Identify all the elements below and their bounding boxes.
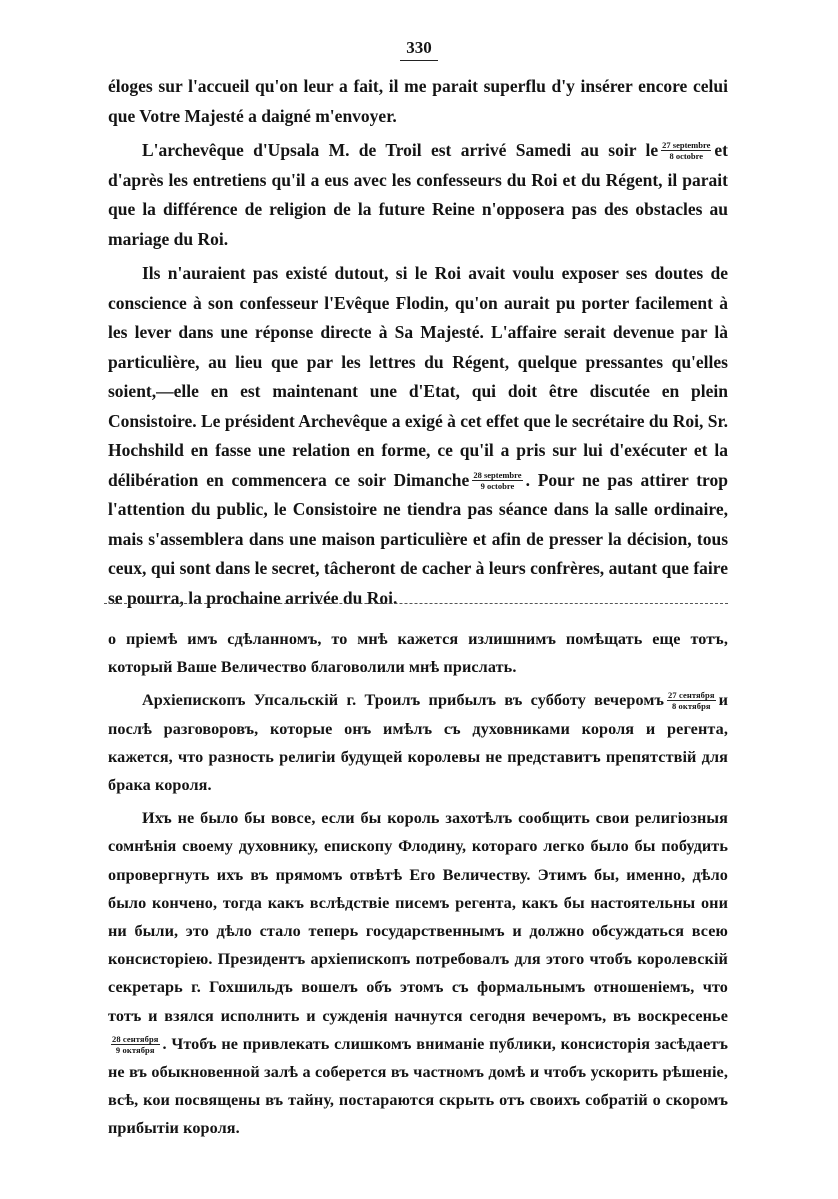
french-paragraph-1: éloges sur l'accueil qu'on leur a fait, il me parait superflu d'y insérer encore celui que Votre Majesté a daigné m'envoyer. [108,76,728,126]
french-paragraph-3 [108,259,728,613]
russian-text-block [108,625,728,1143]
russian-p2-text-after: и послѣ разговоровъ, которые онъ имѣлъ съ духовниками короля и регента, кажется, что разность религіи будущей королевы не представитъ препятствій для брака короля. [108,691,728,795]
russian-paragraph-1: о пріемѣ имъ сдѣланномъ, то мнѣ кажется излишнимъ помѣщать еще тотъ, который Ваше Величество благоволили мнѣ прислать. [108,630,728,677]
date-fraction [667,690,716,711]
section-divider [104,603,728,604]
date-fraction-old-style: 28 сентября [112,1033,159,1044]
date-fraction-old-style: 27 septembre [662,140,711,151]
date-fraction-new-style: 9 октября [115,1044,155,1055]
date-fraction [111,1034,160,1055]
date-fraction-old-style: 28 septembre [473,469,522,480]
french-p3-text-before: Ils n'auraient pas existé dutout, si le Roi avait voulu exposer ses doutes de conscience à son confesseur l'Evêque Flodin, qu'on aurait pu porter facilement à les lever dans une réponse directe à Sa Majesté. L'affaire serait devenue par là particulière, au lieu que par les lettres du Régent, quelque pressantes qu'elles soient,—elle en est maintenant une d'Etat, qui doit être discutée en plein Consistoire. Le président Archevêque a exigé à cet effet que le secrétaire du Roi, Sr. Hochshild en fasse une relation en forme, ce qu'il a pris sur lui d'exécuter et la délibération en commencera ce soir Dimanche [108,263,729,490]
french-p2-text-after: et d'après les entretiens qu'il a eus avec les confesseurs du Roi et du Régent, il parait que la différence de religion de la future Reine n'opposera pas des obstacles au mariage du Roi. [108,140,728,249]
date-fraction [472,470,522,491]
russian-paragraph-2 [108,686,728,799]
date-fraction-new-style: 8 октября [671,701,711,712]
date-fraction-new-style: 9 octobre [480,480,515,491]
date-fraction [661,140,711,161]
date-fraction-old-style: 27 сентября [668,690,715,701]
french-p2-text-before: L'archevêque d'Upsala M. de Troil est arrivé Samedi au soir le [142,140,659,160]
french-p3-text-after: . Pour ne pas attirer trop l'attention du public, le Consistoire ne tiendra pas séance dans la salle ordinaire, mais s'assemblera dans une maison particulière et afin de presser la décision, tous ceux, qui sont dans le secret, tâcheront de cacher à leurs confrères, autant que faire se pourra, la prochaine arrivée du Roi. [108,469,728,608]
russian-p3-text-before: Ихъ не было бы вовсе, если бы король захотѣлъ сообщить свои религіозныя сомнѣнія своему духовнику, епископу Флодину, котораго легко было бы побудить опровергнуть ихъ въ прямомъ отвѣтѣ Его Величеству. Этимъ бы, именно, дѣло было кончено, тогда какъ вслѣдствіе писемъ регента, какъ бы настоятельны они ни были, это дѣло стало теперь государственнымъ и должно обсуждаться всею консисторіею. Президентъ архіепископъ потребовалъ для этого чтобъ королевскій секретарь г. Гохшильдъ вошелъ объ этомъ съ формальнымъ отношеніемъ, что тотъ и взялся исполнить и сужденія начнутся сегодня вечеромъ, въ воскресенье [108,809,728,1025]
french-paragraph-2 [108,136,728,254]
french-text-block [108,72,728,613]
date-fraction-new-style: 8 octobre [669,151,704,162]
russian-p3-text-after: . Чтобъ не привлекать слишкомъ вниманіе публики, консисторія засѣдаетъ не въ обыкновенной залѣ а соберется въ частномъ домѣ и чтобъ ускорить рѣшеніе, всѣ, кои посвящены въ тайну, постараются скрыть отъ своихъ собратій о скоромъ прибытіи короля. [108,1034,728,1138]
page-number [0,38,838,61]
page-number-text: 330 [400,38,438,61]
russian-p2-text-before: Архіепископъ Упсальскій г. Троилъ прибылъ въ субботу вечеромъ [142,691,665,710]
russian-paragraph-3 [108,804,728,1142]
